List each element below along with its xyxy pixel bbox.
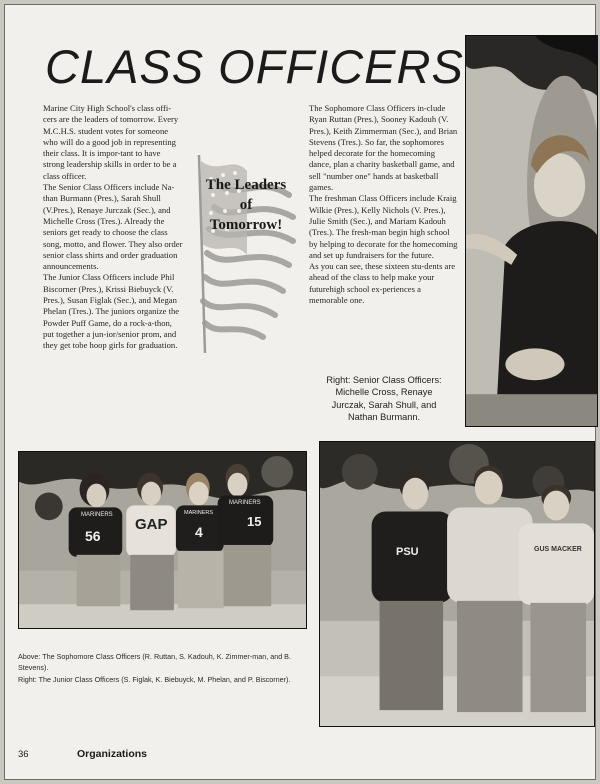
shirt-text: GAP: [135, 516, 168, 533]
caption-line: Nathan Burmann.: [347, 412, 420, 423]
sophomore-caption: Above: The Sophomore Class Officers (R. Ruttan, S. Kadouh, K. Zimmer-man, and B. Stevens).: [18, 652, 291, 673]
article-paragraph: The Junior Class Officers include Phil Biscorner (Pres.), Krissi Biebuyck (V. Pres.), Susan Figlak (Sec.), and Megan Phelan (Tres.). The juniors organize the Powder Puff Game, do a rock-a-thon, put together a jun-ior/senior prom, and they get tobe hoop girls for graduation.: [43, 272, 180, 351]
article-column-left: [43, 103, 184, 352]
caption-line: Michelle Cross, Renaye: [335, 387, 433, 398]
senior-officers-photo: [465, 35, 598, 427]
junior-officers-photo: [319, 441, 595, 727]
article-paragraph: The Sophomore Class Officers in-clude Ryan Ruttan (Pres.), Sooney Kadouh (V. Pres.), Keith Zimmerman (Sec.), and Brian Stevens (Tres.). So far, the sophomores helped decorate for the homecoming dance, plan a charity basketball game, and sell "number one" hands at basketball games.: [309, 103, 458, 193]
feature-heading-line: Tomorrow!: [209, 217, 283, 233]
feature-heading-line: The Leaders: [205, 177, 287, 193]
article-paragraph: Marine City High School's class offi-cers are the leaders of tomorrow. Every M.C.H.S. student votes for someone who will do a good job in representing their class. It is impor-tant to have strong leadership skills in order to be a class officer.: [43, 103, 179, 181]
article-paragraph: As you can see, these sixteen stu-dents are ahead of the class to help make your futurehigh school ex-periences a memorable one.: [309, 261, 456, 306]
shirt-number: 4: [195, 524, 203, 540]
yearbook-page: [4, 4, 596, 780]
shirt-number: 56: [85, 528, 101, 544]
sophomore-officers-photo: [18, 451, 307, 629]
senior-officers-caption: [309, 374, 459, 424]
page-title: CLASS OFFICERS: [45, 40, 464, 93]
bottom-captions: [18, 651, 310, 685]
shirt-number: 15: [247, 514, 262, 529]
shirt-text: MARINERS: [229, 500, 261, 506]
section-label: Organizations: [77, 748, 148, 760]
shirt-text: GUS MACKER: [534, 546, 582, 553]
feature-heading: [191, 175, 301, 235]
shirt-text: PSU: [396, 546, 419, 558]
article-paragraph: The freshman Class Officers include Kraig Wilkie (Pres.), Kelly Nichols (V. Pres.), Julie Smith (Sec.), and Mariam Kadouh (Tres.). The fresh-man begin high school by helping to decorate for the homecoming and set up fundraisers for the future.: [309, 193, 458, 260]
article-paragraph: The Senior Class Officers include Na-than Burmann (Pres.), Sarah Shull (V.Pres.), Renaye Jurczak (Sec.), and Michelle Cross (Tres.). Already the seniors get ready to choose the class song, motto, and flower. They also order senior class shirts and order graduation announcements.: [43, 182, 183, 272]
caption-line: Right: Senior Class Officers:: [326, 375, 442, 385]
page-number: 36: [18, 749, 29, 760]
shirt-text: MARINERS: [184, 510, 214, 516]
caption-line: Jurczak, Sarah Shull, and: [331, 399, 437, 410]
junior-caption: Right: The Junior Class Officers (S. Figlak, K. Biebuyck, M. Phelan, and P. Biscorner).: [18, 674, 291, 684]
article-column-right: [309, 103, 459, 306]
shirt-text: MARINERS: [81, 512, 113, 518]
feature-heading-line: of: [239, 197, 253, 213]
